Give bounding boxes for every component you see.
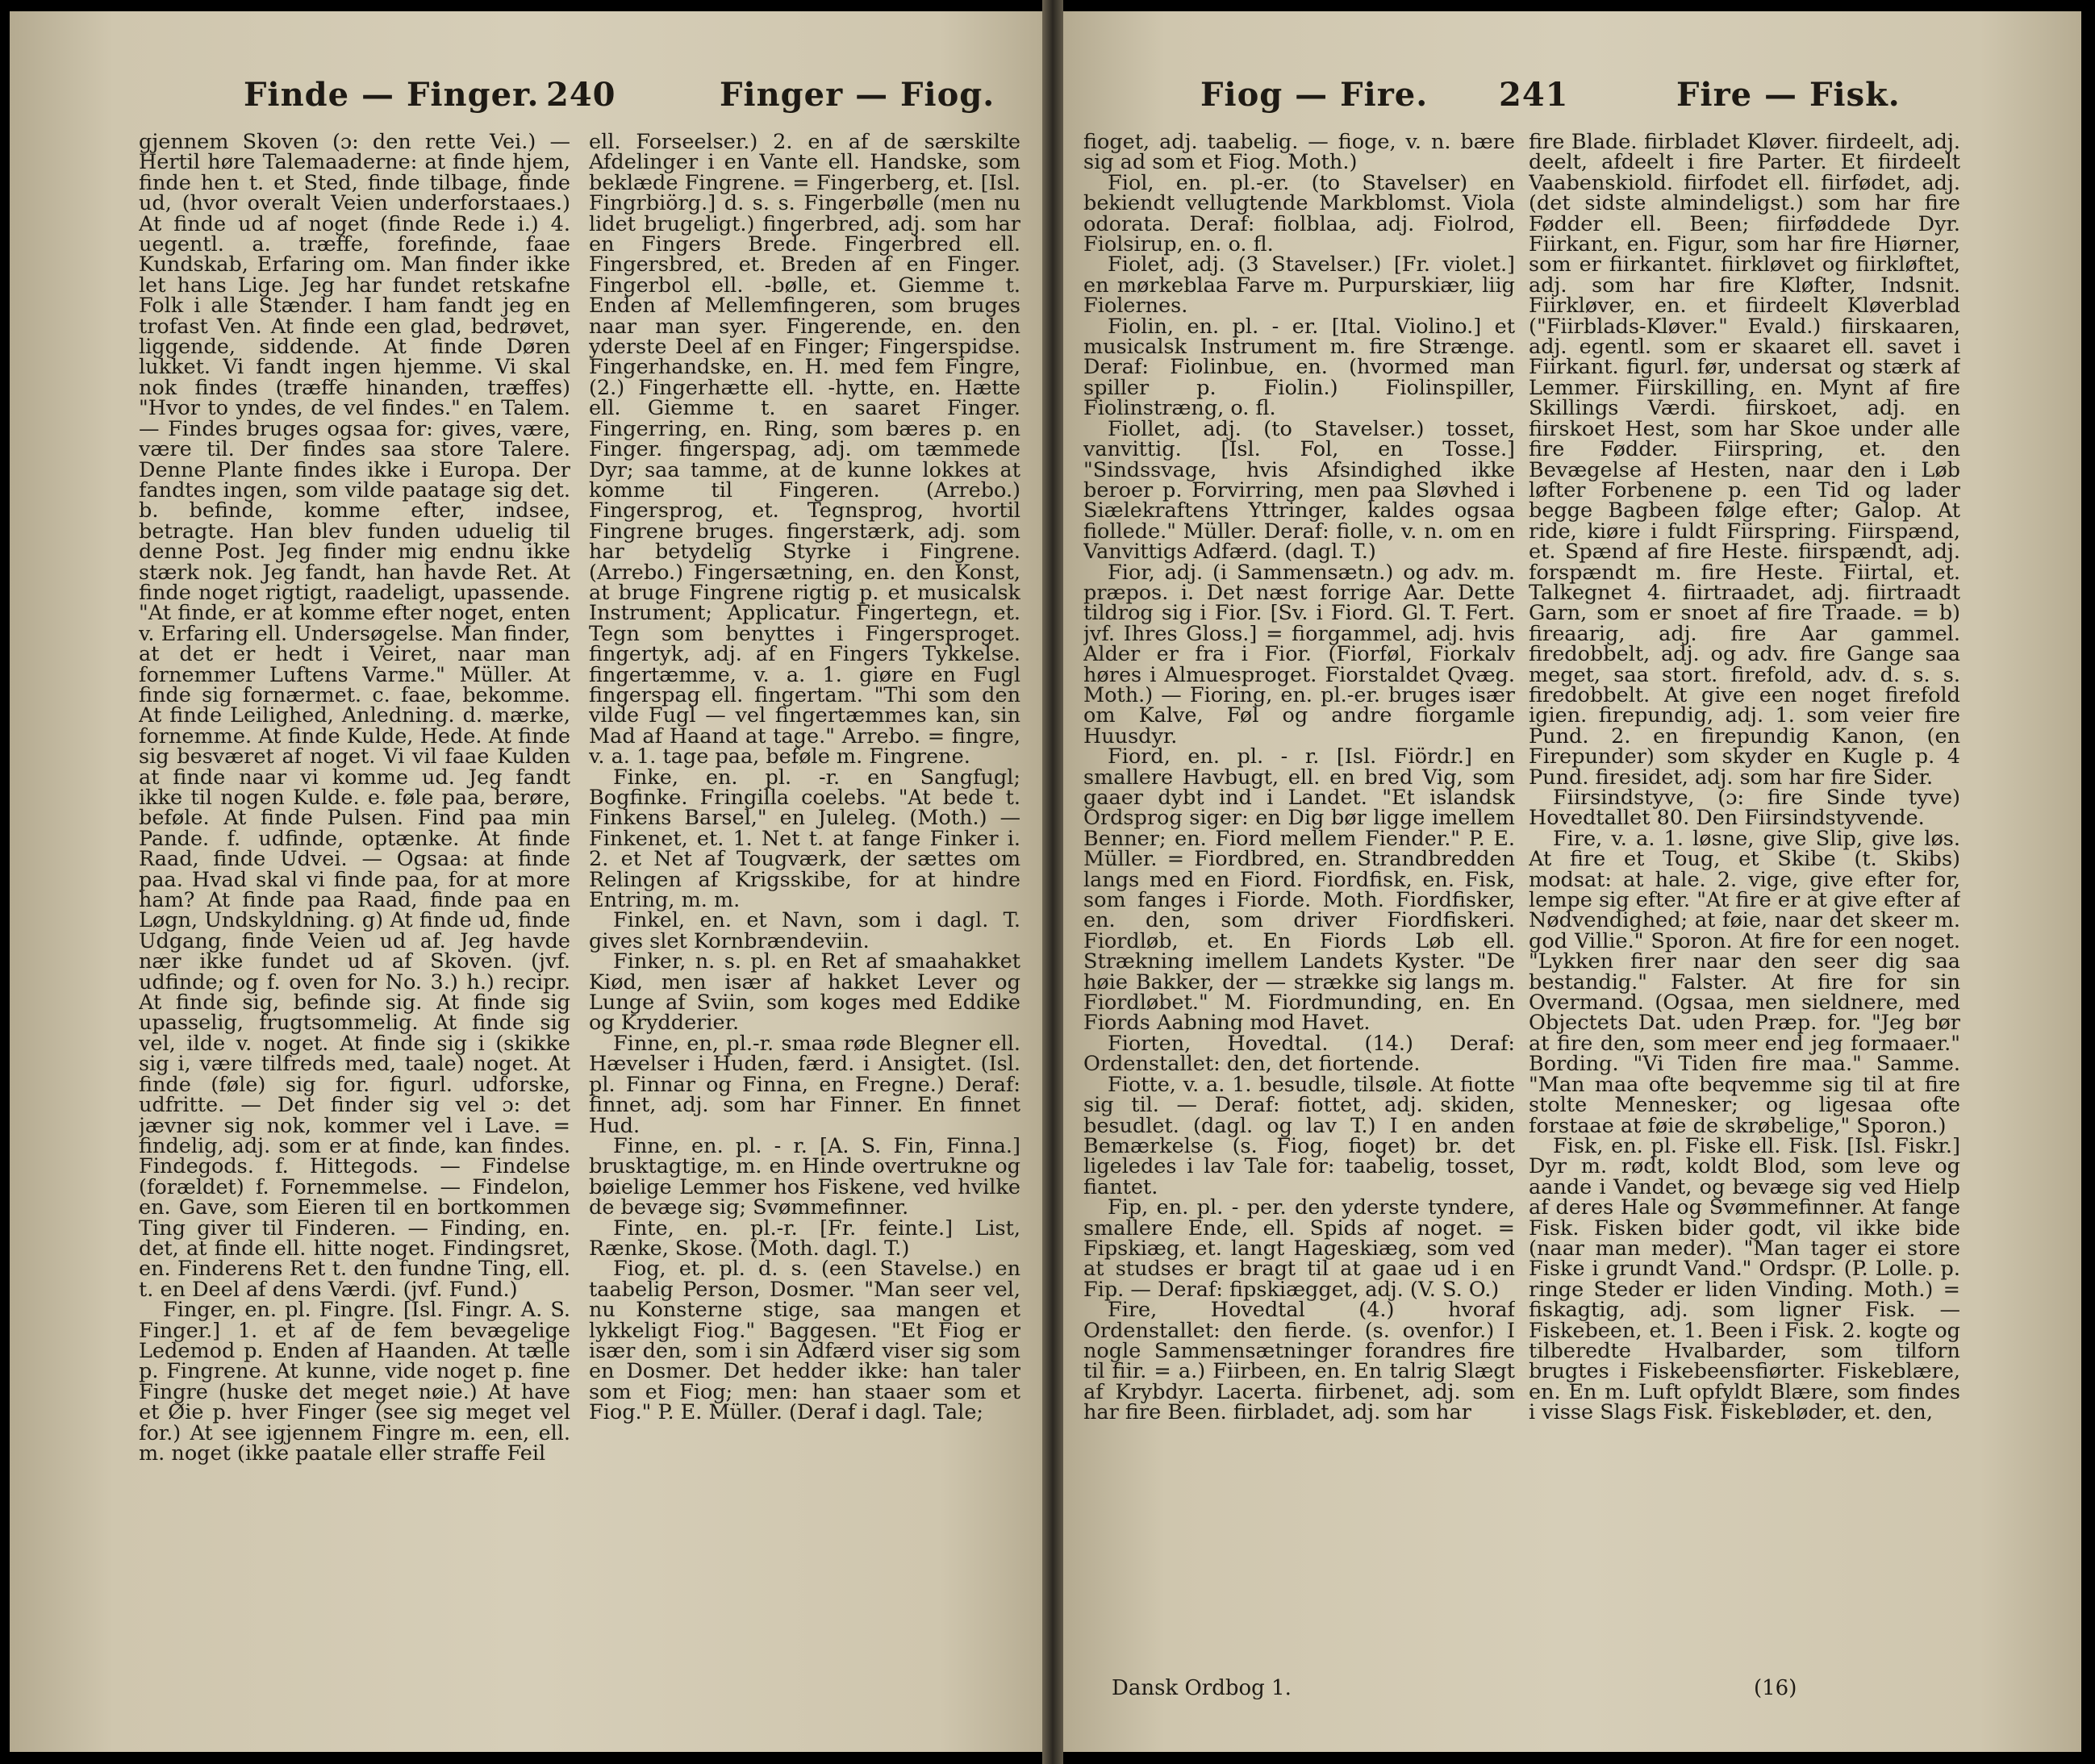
right-page-column-1 <box>1083 132 1515 1704</box>
dictionary-entry: Finkel, en. et Navn, som i dagl. T. gives slet Kornbrændeviin. <box>589 908 1020 953</box>
right-page-column-2 <box>1529 132 1960 1704</box>
dictionary-entry: fioget, adj. taabelig. — fioge, v. n. bære sig ad som et Fiog. Moth.) <box>1083 132 1515 175</box>
left-page-header-left: Finde — Finger. <box>244 76 540 114</box>
right-page-footer-sheet: (16) <box>1754 1676 1797 1700</box>
dictionary-entry: Fiorten, Hovedtal. (14.) Deraf: Ordenstallet: den, det fiortende. <box>1083 1031 1515 1077</box>
right-page-footer-signature: Dansk Ordbog 1. <box>1112 1676 1292 1700</box>
left-page-column-1 <box>139 132 570 1704</box>
book-gutter <box>1042 0 1063 1764</box>
right-page-number: 241 <box>1499 76 1569 114</box>
dictionary-entry: Fiog, et. pl. d. s. (een Stavelse.) en taabelig Person, Dosmer. "Man seer vel, nu Konsterne stige, saa mangen et lykkeligt Fiog." Baggesen. "Et Fiog er især den, som i sin Adfærd viser sig som en Dosmer. Det hedder ikke: han taler som et Fiog; men: han staaer som et Fiog." P. E. Müller. (Deraf i dagl. Tale; <box>589 1257 1020 1425</box>
right-page-header-right: Fire — Fisk. <box>1676 76 1901 114</box>
dictionary-entry: gjennem Skoven (ɔ: den rette Vei.) — Hertil høre Talemaaderne: at finde hjem, finde hen t. et Sted, finde tilbage, finde ud, (hvor overalt Veien underforstaaes.) At finde ud af noget (finde Rede i.) 4. uegentl. a. træffe, forefinde, faae Kundskab, Erfaring om. Man finder ikke let hans Lige. Jeg har fundet retskafne Folk i alle Stænder. I ham fandt jeg en trofast Ven. At finde een glad, bedrøvet, liggende, siddende. At finde Døren lukket. Vi fandt ingen hjemme. Vi skal nok findes (træffe hinanden, træffes) "Hvor to yndes, de vel findes." en Talem. — Findes bruges ogsaa for: gives, være, være til. Der findes saa store Talere. Denne Plante findes ikke i Europa. Der fandtes ingen, som vilde paatage sig det. b. befinde, komme efter, indsee, betragte. Han blev funden uduelig til denne Post. Jeg finder mig endnu ikke stærk nok. Jeg fandt, han havde Ret. At finde noget rigtigt, raadeligt, upassende. "At finde, er at komme efter noget, enten v. Erfaring ell. Undersøgelse. Man finder, at det er hedt i Veiret, naar man fornemmer Luftens Varme." Müller. At finde sig fornærmet. c. faae, bekomme. At finde Leilighed, Anledning. d. mærke, fornemme. At finde Kulde, Hede. At finde sig besværet af noget. Vi vil faae Kulden at finde naar vi komme ud. Jeg fandt ikke til nogen Kulde. e. føle paa, berøre, beføle. At finde Pulsen. Find paa min Pande. f. udfinde, optænke. At finde Raad, finde Udvei. — Ogsaa: at finde paa. Hvad skal vi finde paa, for at more ham? At finde paa Raad, finde paa en Løgn, Undskyldning. g) At finde ud, finde Udgang, finde Veien ud af. Jeg havde nær ikke fundet ud af Skoven. (jvf. udfinde; og f. oven for No. 3.) h.) recipr. At finde sig, befinde sig. At finde sig upasselig, frugtsommelig. At finde sig vel, ilde v. noget. At finde sig i (skikke sig i, være tilfreds med, taale) noget. At finde (føle) sig for. figurl. udforske, udfritte. — Det finder sig vel ɔ: det jævner sig nok, kommer vel i Lave. = findelig, adj. som er at finde, kan findes. Findegods. f. Hittegods. — Findelse (forældet) f. Fornemmelse. — Findelon, en. Gave, som Eieren til en bortkommen Ting giver til Finderen. — Finding, en. det, at finde ell. hitte noget. Findingsret, en. Finderens Ret t. den fundne Ting, ell. t. en Deel af dens Værdi. (jvf. Fund.) <box>139 132 570 1302</box>
dictionary-entry: Finker, n. s. pl. en Ret af smaahakket Kiød, men især af hakket Lever og Lunge af Sviin, som koges med Eddike og Krydderier. <box>589 949 1020 1036</box>
dictionary-entry: Fire, Hovedtal (4.) hvoraf Ordenstallet: den fierde. (s. ovenfor.) I nogle Sammensætninger forandres fire til fiir. = a.) Fiirbeen, en. En talrig Slægt af Krybdyr. Lacerta. fiirbenet, adj. som har fire Been. fiirbladet, adj. som har <box>1083 1298 1515 1425</box>
dictionary-entry: Finte, en. pl.-r. [Fr. feinte.] List, Rænke, Skose. (Moth. dagl. T.) <box>589 1216 1020 1261</box>
dictionary-entry: Fior, adj. (i Sammensætn.) og adv. m. præpos. i. Det næst forrige Aar. Dette tildrog sig i Fior. [Sv. i Fiord. Gl. T. Fert. jvf. Ihres Gloss.] = fiorgammel, adj. hvis Alder er fra i Fior. (Fiorføl, Fiorkalv høres i Almuesproget. Fiorstaldet Qvæg. Moth.) — Fioring, en. pl.-er. bruges især om Kalve, Føl og andre fiorgamle Huusdyr. <box>1083 560 1515 749</box>
dictionary-entry: Fire, v. a. 1. løsne, give Slip, give løs. At fire et Toug, et Skibe (t. Skibs) modsat: at hale. 2. vige, give efter for, lempe sig efter. "At fire er at give efter af Nødvendighed; at føie, naar det skeer m. god Villie." Sporon. At fire for een noget. "Lykken firer naar den seer dig saa bestandig." Falster. At fire for sin Overmand. (Ogsaa, men sieldnere, med Objectets Dat. uden Præp. for. "Jeg bør at fire den, som meer end jeg formaaer." Bording. "Vi Tiden fire maa." Samme. "Man maa ofte beqvemme sig til at fire stolte Mennesker; og ligesaa ofte forstaae at føie de skrøbelige," Sporon.) <box>1529 826 1960 1138</box>
dictionary-entry: ell. Forseelser.) 2. en af de særskilte Afdelinger i en Vante ell. Handske, som beklæde Fingrene. = Fingerberg, et. [Isl. Fingrbiörg.] d. s. s. Fingerbølle (men nu lidet brugeligt.) fingerbred, adj. som har en Fingers Brede. Fingerbred ell. Fingersbred, et. Breden af en Finger. Fingerbol ell. -bølle, et. Giemme t. Enden af Mellemfingeren, som bruges naar man syer. Fingerende, en. den yderste Deel af en Finger; Fingerspidse. Fingerhandske, en. H. med fem Fingre, (2.) Fingerhætte ell. -hytte, en. Hætte ell. Giemme t. en saaret Finger. Fingerring, en. Ring, som bæres p. en Finger. fingerspag, adj. om tæmmede Dyr; saa tamme, at de kunne lokkes at komme til Fingeren. (Arrebo.) Fingersprog, et. Tegnsprog, hvortil Fingrene bruges. fingerstærk, adj. som har betydelig Styrke i Fingrene. (Arrebo.) Fingersætning, en. den Konst, at bruge Fingrene rigtig p. et musicalsk Instrument; Applicatur. Fingertegn, et. Tegn som benyttes i Fingersproget. fingertyk, adj. af en Fingers Tykkelse. fingertæmme, v. a. 1. giøre en Fugl fingerspag ell. fingertam. "Thi som den vilde Fugl — vel fingertæmmes kan, sin Mad af Haand at tage." Arrebo. = fingre, v. a. 1. tage paa, beføle m. Fingrene. <box>589 132 1020 769</box>
dictionary-entry: Finne, en. pl. - r. [A. S. Fin, Finna.] brusktagtige, m. en Hinde overtrukne og bøielige Lemmer hos Fiskene, ved hvilke de bevæge sig; Svømmefinner. <box>589 1133 1020 1220</box>
dictionary-entry: Fiolin, en. pl. - er. [Ital. Violino.] et musicalsk Instrument m. fire Strænge. Deraf: Fiolinbue, en. (hvormed man spiller p. Fiolin.) Fiolinspiller, Fiolinstræng, o. fl. <box>1083 314 1515 421</box>
dictionary-entry: Finne, en, pl.-r. smaa røde Blegner ell. Hævelser i Huden, færd. i Ansigtet. (Isl. pl. Finnar og Finna, en Fregne.) Deraf: finnet, adj. som har Finner. En finnet Hud. <box>589 1031 1020 1138</box>
right-page-header-left: Fiog — Fire. <box>1200 76 1429 114</box>
dictionary-entry: Fisk, en. pl. Fiske ell. Fisk. [Isl. Fiskr.] Dyr m. rødt, koldt Blod, som leve og aande i Vandet, og bevæge sig ved Hielp af deres Hale og Svømmefinner. At fange Fisk. Fisken bider godt, vil ikke bide (naar man meder). "Man tager ei store Fiske i grundt Vand." Ordspr. (P. Lolle. p. ringe Steder er liden Vinding. Moth.) = fiskagtig, adj. som ligner Fisk. — Fiskebeen, et. 1. Been i Fisk. 2. kogte og tilberedte Hvalbarder, som tilforn brugtes i Fiskebeensfiørter. Fiskeblære, en. En m. Luft opfyldt Blære, som findes i visse Slags Fisk. Fiskebløder, et. den, <box>1529 1133 1960 1425</box>
dictionary-entry: fire Blade. fiirbladet Kløver. fiirdeelt, adj. deelt, afdeelt i fire Parter. Et fiirdeelt Vaabenskiold. fiirfodet ell. fiirfødet, adj. (det sidste almindeligst.) som har fire Fødder ell. Been; fiirføddede Dyr. Fiirkant, en. Figur, som har fire Hiørner, som er fiirkantet. fiirkløvet og fiirkløftet, adj. som har fire Kløfter, Indsnit. Fiirkløver, en. et fiirdeelt Kløverblad ("Fiirblads-Kløver." Evald.) fiirskaaren, adj. egentl. som er skaaret ell. savet i Fiirkant. figurl. før, undersat og stærk af Lemmer. Fiirskilling, en. Mynt af fire Skillings Værdi. fiirskoet, adj. en fiirskoet Hest, som har Skoe under alle fire Fødder. Fiirspring, et. den Bevægelse af Hesten, naar den i Løb løfter Forbenene p. een Tid og lader begge Bagbeen følge efter; Galop. At ride, kiøre i fuldt Fiirspring. Fiirspænd, et. Spænd af fire Heste. fiirspændt, adj. forspændt m. fire Heste. Fiirtal, et. Talkegnet 4. fiirtraadet, adj. fiirtraadt Garn, som er snoet af fire Traade. = b) fireaarig, adj. fire Aar gammel. firedobbelt, adj. og adv. fire Gange saa meget, saa stort. firefold, adv. d. s. s. firedobbelt. At give een noget firefold igien. firepundig, adj. 1. som veier fire Pund. 2. en firepundig Kanon, (en Firepunder) som skyder en Kugle p. 4 Pund. firesidet, adj. som har fire Sider. <box>1529 132 1960 790</box>
dictionary-entry: Fiollet, adj. (to Stavelser.) tosset, vanvittig. [Isl. Fol, en Tosse.] "Sindssvage, hvis Afsindighed ikke beroer p. Forvirring, men paa Sløvhed i Siælekraftens Yttringer, kaldes ogsaa fiollede." Müller. Deraf: fiolle, v. n. om en Vanvittigs Adfærd. (dagl. T.) <box>1083 416 1515 565</box>
dictionary-entry: Fiirsindstyve, (ɔ: fire Sinde tyve) Hovedtallet 80. Den Fiirsindstyvende. <box>1529 786 1960 831</box>
dictionary-entry: Fiord, en. pl. - r. [Isl. Fiördr.] en smallere Havbugt, ell. en bred Vig, som gaaer dybt ind i Landet. "Et islandsk Ordsprog siger: en Dig bør ligge imellem Benner; en. Fiord mellem Fiender." P. E. Müller. = Fiordbred, en. Strandbredden langs med en Fiord. Fiordfisk, en. Fisk, som fanges i Fiorde. Moth. Fiordfisker, en. den, som driver Fiordfiskeri. Fiordløb, et. En Fiords Løb ell. Strækning imellem Landets Kyster. "De høie Bakker, der — strække sig langs m. Fiordløbet." M. Fiordmunding, en. En Fiords Aabning mod Havet. <box>1083 744 1515 1036</box>
dictionary-entry: Fiolet, adj. (3 Stavelser.) [Fr. violet.] en mørkeblaa Farve m. Purpurskiær, liig Fiolernes. <box>1083 252 1515 319</box>
dictionary-entry: Fip, en. pl. - per. den yderste tyndere, smallere Ende, ell. Spids af noget. = Fipskiæg, et. langt Hageskiæg, som ved at studses er bragt til at gaae ud i en Fip. — Deraf: fipskiægget, adj. (V. S. O.) <box>1083 1195 1515 1302</box>
right-page <box>1063 11 2081 1752</box>
left-page-header-right: Finger — Fiog. <box>720 76 995 114</box>
dictionary-entry: Fiol, en. pl.-er. (to Stavelser) en bekiendt vellugtende Markblomst. Viola odorata. Deraf: fiolblaa, adj. Fiolrod, Fiolsirup, en. o. fl. <box>1083 170 1515 257</box>
left-page-number: 240 <box>546 76 616 114</box>
dictionary-entry: Finger, en. pl. Fingre. [Isl. Fingr. A. S. Finger.] 1. et af de fem bevægelige Ledemod p. Enden af Haanden. At tælle p. Fingrene. At kunne, vide noget p. fine Fingre (huske det meget nøie.) At have et Øie p. hver Finger (see sig meget vel for.) At see igjennem Fingre m. een, ell. m. noget (ikke paatale eller straffe Feil <box>139 1298 570 1466</box>
dictionary-entry: Finke, en. pl. -r. en Sangfugl; Bogfinke. Fringilla coelebs. "At bede t. Finkens Barsel," en Juleleg. (Moth.) — Finkenet, et. 1. Net t. at fange Finker i. 2. et Net af Tougværk, der sættes om Relingen af Krigsskibe, for at hindre Entring, m. m. <box>589 765 1020 913</box>
left-page <box>10 11 1042 1752</box>
left-page-column-2 <box>589 132 1020 1704</box>
dictionary-entry: Fiotte, v. a. 1. besudle, tilsøle. At fiotte sig til. — Deraf: fiottet, adj. skiden, besudlet. (dagl. og lav T.) I en anden Bemærkelse (s. Fiog, fioget) br. det ligeledes i lav Tale for: taabelig, tosset, fiantet. <box>1083 1072 1515 1199</box>
